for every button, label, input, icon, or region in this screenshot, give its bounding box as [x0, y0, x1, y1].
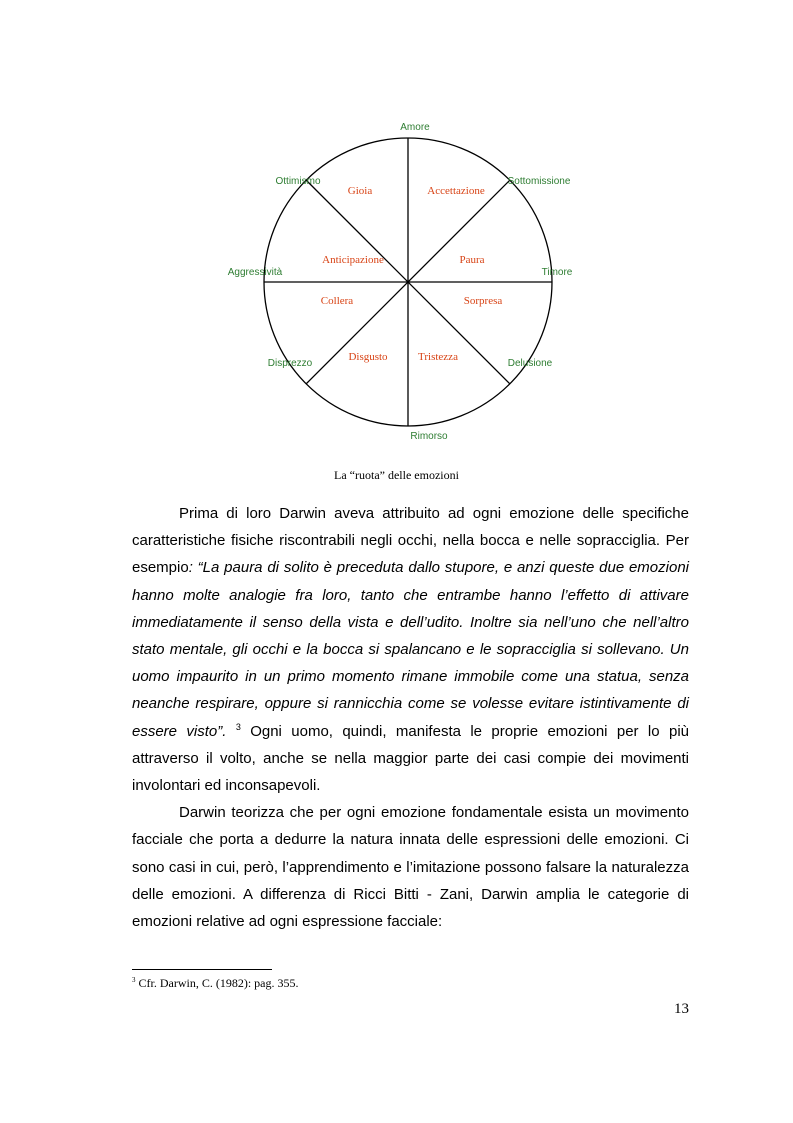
footnote [132, 976, 298, 991]
footnote-reference: 3 [235, 721, 241, 732]
outer-label-ottimismo: Ottimismo [275, 176, 321, 187]
page-number: 13 [674, 1001, 689, 1017]
footnote-number: 3 [132, 976, 136, 984]
outer-label-amore: Amore [400, 122, 430, 133]
inner-label-disgusto: Disgusto [348, 351, 388, 363]
outer-label-rimorso: Rimorso [410, 431, 448, 442]
footnote-divider [132, 969, 272, 970]
inner-label-sorpresa: Sorpresa [463, 295, 503, 307]
inner-label-tristezza: Tristezza [418, 351, 458, 363]
paragraph-1 [132, 500, 689, 799]
inner-label-collera: Collera [320, 295, 354, 307]
outer-label-timore: Timore [541, 267, 573, 278]
figure-caption: La “ruota” delle emozioni [334, 468, 459, 482]
inner-label-anticipazione: Anticipazione [322, 254, 384, 266]
outer-label-sottomissione: Sottomissione [507, 176, 571, 187]
paragraph-2: Darwin teorizza che per ogni emozione fondamentale esista un movimento facciale che porta a dedurre la natura innata delle espressioni delle emozioni. Ci sono casi in cui, però, l’apprendimento e l’imitazione possono falsare la naturalezza delle emozioni. A differenza di Ricci Bitti - Zani, Darwin amplia le categorie di emozioni relative ad ogni espressione facciale: [132, 804, 689, 931]
emotion-wheel-diagram [0, 0, 793, 460]
inner-label-paura: Paura [459, 254, 485, 266]
paragraph-1-intro: Prima di loro Darwin aveva attribuito ad ogni emozione delle specifiche caratteristiche fisiche riscontrabili negli occhi, nella bocca e nelle sopracciglia. Per esempio [132, 505, 689, 577]
paragraph-1-rest: Ogni uomo, quindi, manifesta le proprie emozioni per lo più attraverso il volto, anche se nella maggior parte dei casi compie dei movimenti involontari ed inconsapevoli. [132, 722, 690, 795]
outer-label-delusione: Delusione [507, 358, 553, 369]
inner-label-gioia: Gioia [347, 185, 373, 197]
outer-label-disprezzo: Disprezzo [267, 358, 313, 369]
darwin-quote: : “La paura di solito è preceduta dallo stupore, e anzi queste due emozioni hanno molte analogie fra loro, tanto che entrambe hanno l’effetto di attivare immediatamente il senso della vista e dell’udito. Inoltre sia nell’uno che nell’altro stato mentale, gli occhi e la bocca si spalancano e le sopracciglia si sollevano. Un uomo impaurito in un primo momento rimane immobile come una statua, senza neanche respirare, oppure si rannicchia come se volesse evitare istintivamente di essere visto”. [132, 559, 689, 740]
body-text [132, 500, 689, 935]
footnote-text: Cfr. Darwin, C. (1982): pag. 355. [135, 976, 299, 990]
outer-label-aggressivita: Aggressività [227, 267, 283, 278]
inner-label-accettazione: Accettazione [427, 185, 485, 197]
